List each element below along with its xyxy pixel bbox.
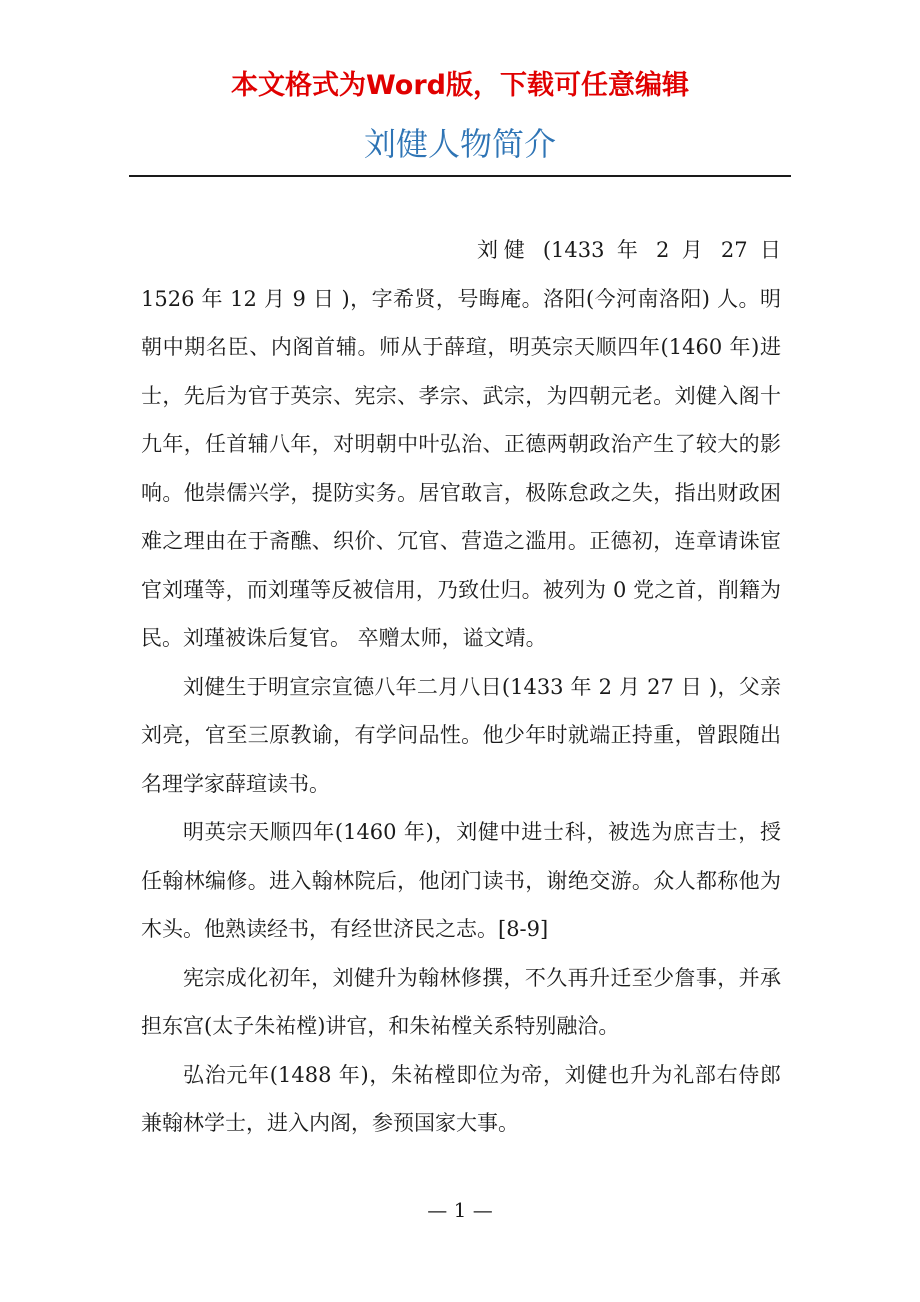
format-notice-banner: 本文格式为Word版，下载可任意编辑 (230, 70, 689, 101)
page-number: — 1 — (427, 1198, 493, 1222)
page-title: 刘健人物简介 (363, 125, 556, 163)
title-divider (129, 175, 791, 177)
paragraph-chenghua: 宪宗成化初年，刘健升为翰林修撰，不久再升迁至少詹事，并承担东宫(太子朱祐樘)讲官，和朱祐樘关系特别融洽。 (141, 965, 781, 1038)
paragraph-tianshun: 明英宗天顺四年(1460 年)，刘健中进士科，被选为庶吉士，授任翰林编修。进入翰林院后，他闭门读书，谢绝交游。众人都称他为木头。他熟读经书，有经世济民之志。[8-9] (141, 820, 781, 941)
paragraph-hongzhi: 弘治元年(1488 年)，朱祐樘即位为帝，刘健也升为礼部右侍郎兼翰林学士，进入内阁，参预国家大事。 (141, 1062, 781, 1135)
paragraph-intro: 刘健 (1433 年 2 月 27 日 1526 年 12 月 9 日 )，字希贤，号晦庵。洛阳(今河南洛阳) 人。明朝中期名臣、内阁首辅。师从于薛瑄，明英宗天顺四年(1460 年)进士，先后为官于英宗、宪宗、孝宗、武宗，为四朝元老。刘健入阁十九年，任首辅八年，对明朝中叶弘治、正德两朝政治产生了较大的影响。他崇儒兴学，提防实务。居官敢言，极陈怠政之失，指出财政困难之理由在于斋醮、织价、冗官、营造之滥用。正德初，连章请诛宦官刘瑾等，而刘瑾等反被信用，乃致仕归。被列为 0 党之首，削籍为民。刘瑾被诛后复官。 卒赠太师，谥文靖。 (141, 238, 781, 650)
paragraph-early-life: 刘健生于明宣宗宣德八年二月八日(1433 年 2 月 27 日 )，父亲刘亮，官至三原教谕，有学问品性。他少年时就端正持重，曾跟随出名理学家薛瑄读书。 (141, 674, 781, 796)
article-body (141, 226, 781, 1148)
